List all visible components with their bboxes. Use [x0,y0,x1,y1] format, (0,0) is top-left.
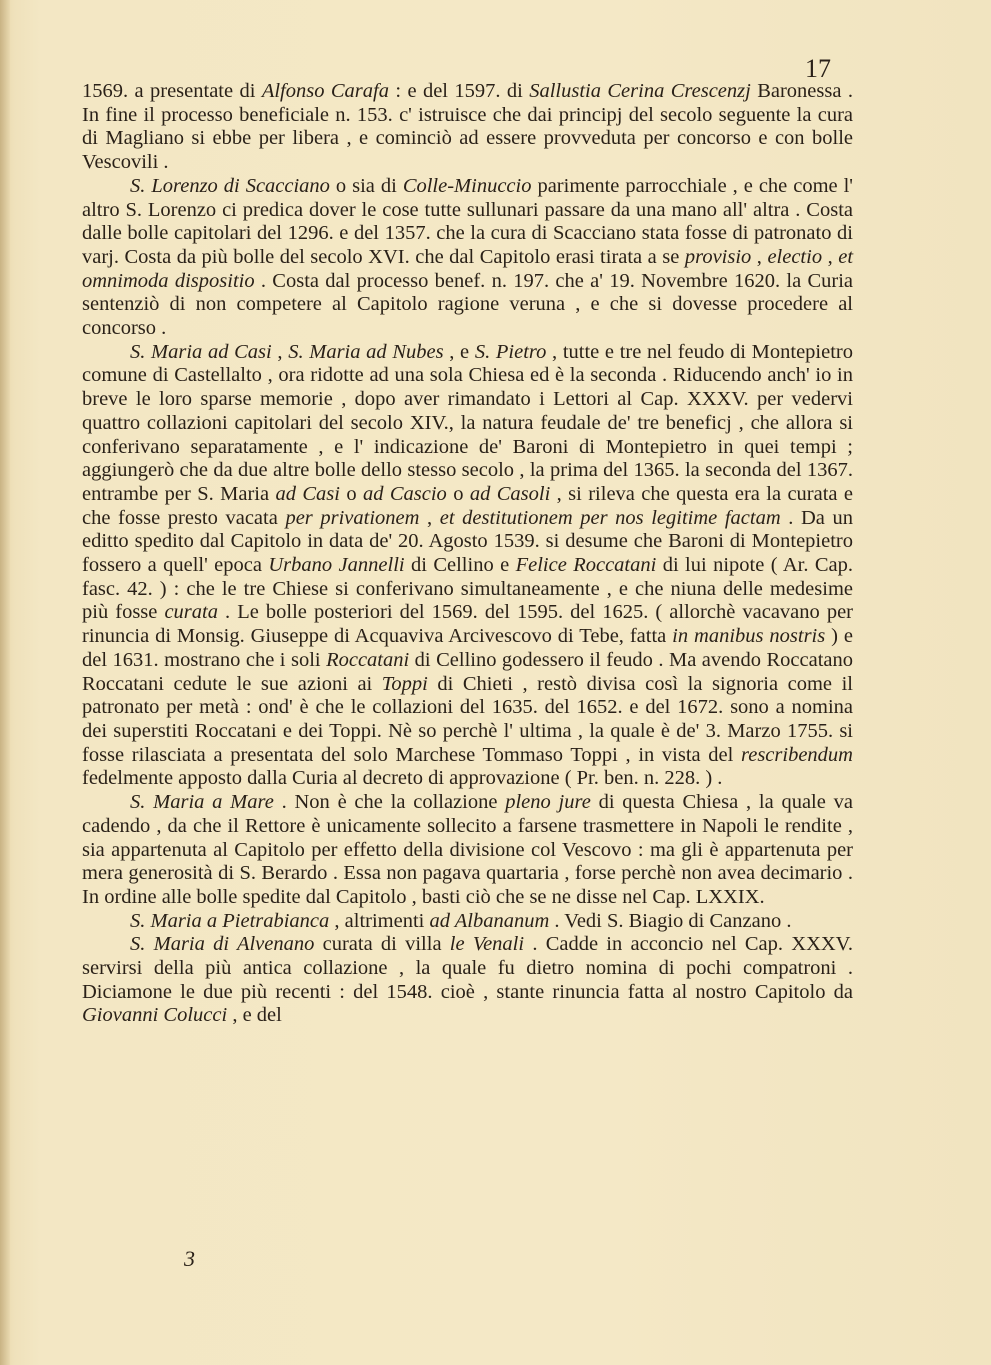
text-run: . Le bolle posteriori del 1569. del 1595. del 1625. ( allorchè vacavano per rinuncia di Monsig. Giuseppe di Acquaviva Arcivescovo di Tebe, fatta [82,601,854,648]
italic-text: ad Albananum [429,909,550,932]
italic-text: Alfonso Carafa [261,80,389,102]
italic-text: S. Pietro [474,340,547,363]
text-run: , e del [227,1004,282,1027]
italic-text: Toppi [381,672,428,695]
text-run: , [271,340,289,363]
italic-text: electio [767,245,823,268]
text-run: Baronessa . In fine il processo beneficiale n. 153. c' istruisce che dai principj del secolo seguente la cura di Magliano si ebbe per libera , e cominciò ad essere provveduta per concorso e con bolle Vescovili . [82,80,853,174]
text-run: fedelmente apposto dalla Curia al decreto di approvazione ( Pr. ben. n. 228. ) . [82,767,723,790]
text-run: di Cellino godessero il feudo . Ma avendo Roccatano Roccatani cedute le sue azioni ai [82,648,853,695]
paragraph [82,175,853,341]
paragraph [82,910,853,934]
italic-text: S. Maria di Alvenano [130,933,315,956]
text-run: o sia di [329,174,403,197]
body-text [82,80,853,1028]
text-run: , [419,506,440,529]
italic-text: S. Lorenzo di Scacciano [130,174,330,197]
italic-text: et destitutionem per nos legitime factam [439,506,781,529]
italic-text: in manibus nostris [672,625,826,648]
italic-text: pleno jure [505,791,591,814]
paragraph [82,341,853,791]
text-run: , altrimenti [329,909,430,932]
italic-text: le Venali [449,933,525,956]
text-run: ) e del 1631. mostrano che i soli [82,625,853,671]
text-run: . Cadde in acconcio nel Cap. XXXV. servirsi della più antica collazione , la quale fu dietro nomina di pochi compatroni . Diciamone le due più recenti : del 1548. cioè , stante rinuncia fatta al nostro Capitolo da [82,933,853,1003]
page-spine-edge [0,0,10,1365]
italic-text: curata [164,601,218,624]
paragraph [82,80,853,175]
italic-text: rescribendum [741,743,853,766]
text-run: , [822,245,839,268]
text-run: . Costa dal processo benef. n. 197. che a' 19. Novembre 1620. la Curia sentenziò di non competere al Capitolo ragione veruna , e che si dovesse procedere al concorso . [82,269,853,340]
italic-text: ad Casoli [469,482,551,505]
italic-text: ad Cascio [362,482,447,505]
paragraph [82,791,853,910]
paragraph [82,933,853,1028]
text-run: o [339,482,363,505]
text-run: , e [443,340,475,363]
italic-text: ad Casi [275,482,340,505]
text-run: , [751,245,768,268]
text-run: . Da un editto spedito dal Capitolo in data de' 20. Agosto 1539. si desume che Baroni di Montepietro fossero a quell' epoca [82,506,853,577]
italic-text: et omnimoda dispositio [82,245,854,292]
italic-text: S. Maria ad Nubes [288,340,444,363]
italic-text: Roccatani [326,648,410,671]
italic-text: S. Maria ad Casi [130,340,272,363]
italic-text: provisio [684,245,752,268]
text-run: . Non è che la collazione [273,791,506,814]
text-run: , si rileva che questa era la curata e che fosse presto vacata [82,482,854,529]
italic-text: Colle-Minuccio [402,174,532,197]
text-run: di Cellino e [404,554,516,577]
italic-text: Felice Roccatani [515,554,657,577]
text-run: curata di villa [314,933,450,956]
italic-text: per privationem [285,506,420,529]
italic-text: Sallustia Cerina Crescenzj [529,80,751,102]
text-run: o [446,482,470,505]
italic-text: Urbano Jannelli [268,554,405,577]
text-run: 1569. a presentate di [82,80,262,102]
page-number: 17 [805,54,831,83]
italic-text: S. Maria a Mare [130,791,274,814]
text-run: di questa Chiesa , la quale va cadendo , da che il Rettore è unicamente sollecito a farsene trasmettere in Napoli le rendite , sia appartenuta al Capitolo per effetto della divisione col Vescovo : ma gli è appartenuta per mera generosità di S. Berardo . Essa non pagava quartaria , forse perchè non avea decimario . In ordine alle bolle spedite dal Capitolo , basti ciò che se ne disse nel Cap. LXXIX. [82,791,853,908]
italic-text: Giovanni Colucci [82,1004,228,1027]
text-run: di lui nipote ( Ar. Cap. fasc. 42. ) : che le tre Chiese si conferivano simultaneamente , e che niuna delle medesime più fosse [82,554,853,624]
text-run: : e del 1597. di [388,80,530,102]
text-run: . Vedi S. Biagio di Canzano . [549,909,792,932]
signature-mark: 3 [184,1246,195,1271]
text-run: , tutte e tre nel feudo di Montepietro comune di Castellalto , ora ridotte ad una sola Chiesa ed è la seconda . Riducendo anch' io in breve le loro sparse memorie , dopo aver rimandato i Lettori al Cap. XXXV. per vedervi quattro collazioni capitolari del secolo XIV., la natura feudale de' tre beneficj , che allora si conferivano separatamente , e l' indicazione de' Baroni di Montepietro in quei tempi ; aggiungerò che da due altre bolle dello stesso secolo , la prima del 1365. la seconda del 1367. entrambe per S. Maria [82,340,853,505]
text-run: parimente parrocchiale , e che come l' altro S. Lorenzo ci predica dover le cose tutte sullunari passare da una mano all' altra . Costa dalle bolle capitolari del 1296. e del 1357. che la cura di Scacciano stata fosse di patronato di varj. Costa da più bolle del secolo XVI. che dal Capitolo erasi tirata a se [82,174,853,268]
text-run: di Chieti , restò divisa così la signoria come il patronato per metà : ond' è che le collazioni del 1635. del 1652. e del 1672. sono a nomina dei superstiti Roccatani e dei Toppi. Nè so perchè l' ultima , la quale è de' 3. Marzo 1755. si fosse rilasciata a presentata del solo Marchese Tommaso Toppi , in vista del [82,672,853,766]
italic-text: S. Maria a Pietrabianca [130,909,330,932]
